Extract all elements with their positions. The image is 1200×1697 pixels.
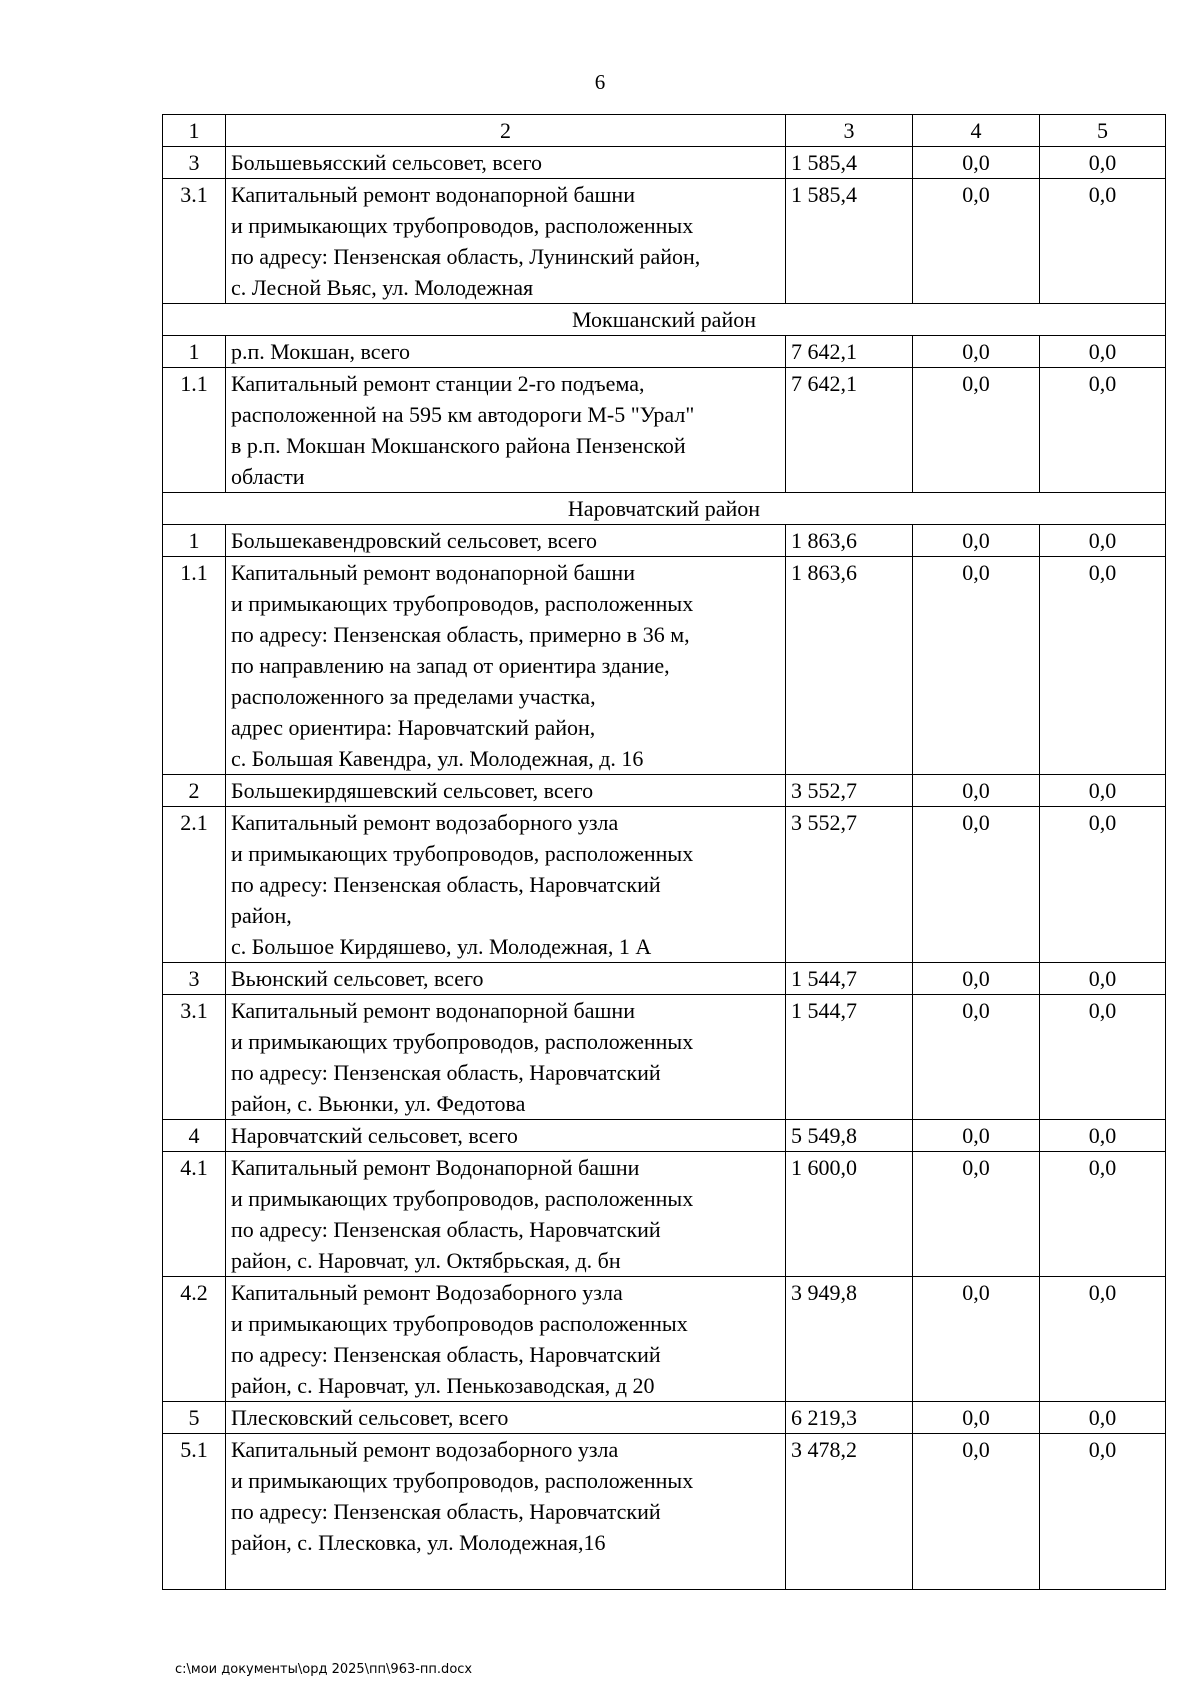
row-number-cell: 3 [163,147,226,179]
value-cell-4: 0,0 [913,807,1040,963]
value-cell-4: 0,0 [913,963,1040,995]
value-cell-4: 0,0 [913,525,1040,557]
region-row [163,304,1166,336]
table-row [163,1152,1166,1277]
table-row [163,807,1166,963]
row-number-cell: 4.2 [163,1277,226,1402]
value-cell-4: 0,0 [913,336,1040,368]
amount-cell: 3 949,8 [786,1277,913,1402]
amount-cell: 1 544,7 [786,963,913,995]
row-number-cell: 3 [163,963,226,995]
table-row [163,1434,1166,1590]
description-cell: Капитальный ремонт водозаборного узла и примыкающих трубопроводов, расположенных по адресу: Пензенская область, Наровчатский район, с. Плесковка, ул. Молодежная,16 [226,1434,786,1590]
description-cell: Большекирдяшевский сельсовет, всего [226,775,786,807]
row-number-cell: 3.1 [163,179,226,304]
value-cell-4: 0,0 [913,1402,1040,1434]
value-cell-5: 0,0 [1040,525,1166,557]
amount-cell: 3 552,7 [786,775,913,807]
table-header-row [163,115,1166,147]
value-cell-4: 0,0 [913,1120,1040,1152]
value-cell-5: 0,0 [1040,557,1166,775]
amount-cell: 1 585,4 [786,179,913,304]
value-cell-5: 0,0 [1040,368,1166,493]
value-cell-5: 0,0 [1040,1434,1166,1590]
value-cell-5: 0,0 [1040,807,1166,963]
value-cell-4: 0,0 [913,1434,1040,1590]
value-cell-4: 0,0 [913,995,1040,1120]
row-number-cell: 2.1 [163,807,226,963]
table-row [163,147,1166,179]
value-cell-4: 0,0 [913,1152,1040,1277]
region-row [163,493,1166,525]
row-number-cell: 5.1 [163,1434,226,1590]
amount-cell: 3 552,7 [786,807,913,963]
row-number-cell: 2 [163,775,226,807]
header-cell-5: 5 [1040,115,1166,147]
value-cell-4: 0,0 [913,147,1040,179]
table-row [163,775,1166,807]
value-cell-5: 0,0 [1040,775,1166,807]
value-cell-5: 0,0 [1040,1402,1166,1434]
table-row [163,1120,1166,1152]
row-number-cell: 4.1 [163,1152,226,1277]
value-cell-4: 0,0 [913,1277,1040,1402]
table-body [163,115,1166,1590]
description-cell: Большевьясский сельсовет, всего [226,147,786,179]
description-cell: Капитальный ремонт водозаборного узла и примыкающих трубопроводов, расположенных по адресу: Пензенская область, Наровчатский район, с. Большое Кирдяшево, ул. Молодежная, 1 А [226,807,786,963]
value-cell-4: 0,0 [913,557,1040,775]
table-row [163,525,1166,557]
description-cell: Большекавендровский сельсовет, всего [226,525,786,557]
value-cell-5: 0,0 [1040,179,1166,304]
region-label: Мокшанский район [163,304,1166,336]
value-cell-4: 0,0 [913,775,1040,807]
value-cell-4: 0,0 [913,179,1040,304]
description-cell: Капитальный ремонт Водонапорной башни и примыкающих трубопроводов, расположенных по адресу: Пензенская область, Наровчатский район, с. Наровчат, ул. Октябрьская, д. бн [226,1152,786,1277]
description-cell: р.п. Мокшан, всего [226,336,786,368]
row-number-cell: 4 [163,1120,226,1152]
table-row [163,368,1166,493]
table-row [163,1277,1166,1402]
description-cell: Вьюнский сельсовет, всего [226,963,786,995]
table-row [163,995,1166,1120]
header-cell-4: 4 [913,115,1040,147]
amount-cell: 7 642,1 [786,336,913,368]
amount-cell: 1 863,6 [786,525,913,557]
row-number-cell: 1.1 [163,368,226,493]
description-cell: Капитальный ремонт станции 2-го подъема, расположенной на 595 км автодороги М-5 "Урал" в р.п. Мокшан Мокшанского района Пензенской области [226,368,786,493]
value-cell-5: 0,0 [1040,147,1166,179]
amount-cell: 5 549,8 [786,1120,913,1152]
row-number-cell: 1 [163,336,226,368]
file-path-footer: c:\мои документы\орд 2025\пп\963-пп.docx [175,1662,473,1677]
amount-cell: 1 863,6 [786,557,913,775]
region-label: Наровчатский район [163,493,1166,525]
page-number: 6 [594,70,606,94]
table-row [163,1402,1166,1434]
description-cell: Плесковский сельсовет, всего [226,1402,786,1434]
table-row [163,557,1166,775]
row-number-cell: 1.1 [163,557,226,775]
header-cell-1: 1 [163,115,226,147]
value-cell-5: 0,0 [1040,963,1166,995]
amount-cell: 1 600,0 [786,1152,913,1277]
row-number-cell: 3.1 [163,995,226,1120]
value-cell-5: 0,0 [1040,1120,1166,1152]
header-cell-2: 2 [226,115,786,147]
row-number-cell: 5 [163,1402,226,1434]
description-cell: Капитальный ремонт водонапорной башни и примыкающих трубопроводов, расположенных по адресу: Пензенская область, примерно в 36 м, по направлению на запад от ориентира здание, расположенного за пределами участка, адрес ориентира: Наровчатский район, с. Большая Кавендра, ул. Молодежная, д. 16 [226,557,786,775]
row-number-cell: 1 [163,525,226,557]
data-table [162,114,1166,1590]
value-cell-5: 0,0 [1040,1277,1166,1402]
amount-cell: 6 219,3 [786,1402,913,1434]
value-cell-5: 0,0 [1040,1152,1166,1277]
value-cell-5: 0,0 [1040,336,1166,368]
value-cell-4: 0,0 [913,368,1040,493]
description-cell: Капитальный ремонт Водозаборного узла и примыкающих трубопроводов расположенных по адресу: Пензенская область, Наровчатский район, с. Наровчат, ул. Пенькозаводская, д 20 [226,1277,786,1402]
description-cell: Наровчатский сельсовет, всего [226,1120,786,1152]
header-cell-3: 3 [786,115,913,147]
amount-cell: 1 544,7 [786,995,913,1120]
amount-cell: 1 585,4 [786,147,913,179]
amount-cell: 7 642,1 [786,368,913,493]
table-row [163,179,1166,304]
amount-cell: 3 478,2 [786,1434,913,1590]
table-row [163,963,1166,995]
description-cell: Капитальный ремонт водонапорной башни и примыкающих трубопроводов, расположенных по адресу: Пензенская область, Наровчатский район, с. Вьюнки, ул. Федотова [226,995,786,1120]
value-cell-5: 0,0 [1040,995,1166,1120]
table-row [163,336,1166,368]
description-cell: Капитальный ремонт водонапорной башни и примыкающих трубопроводов, расположенных по адресу: Пензенская область, Лунинский район, с. Лесной Вьяс, ул. Молодежная [226,179,786,304]
